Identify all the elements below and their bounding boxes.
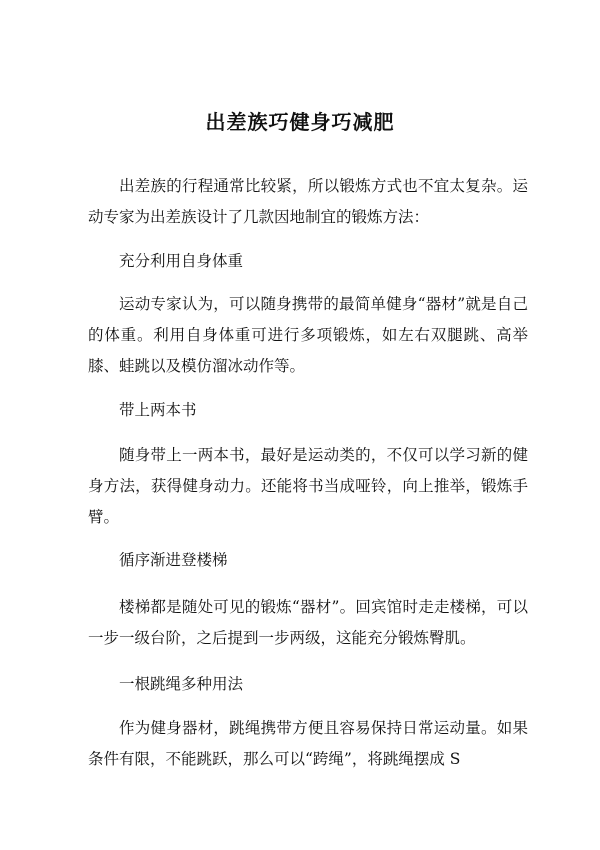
document-title: 出差族巧健身巧减肥 xyxy=(205,110,395,134)
section-heading-jump-rope: 一根跳绳多种用法 xyxy=(119,675,244,693)
section-paragraph-stairs: 楼梯都是随处可见的锻炼“器材”。回宾馆时走走楼梯，可以一步一级台阶，之后提到一步两级，这能充分锻炼臀肌。 xyxy=(88,598,528,647)
section-heading-books: 带上两本书 xyxy=(119,401,197,419)
section-paragraph-books: 随身带上一两本书，最好是运动类的，不仅可以学习新的健身方法，获得健身动力。还能将书当成哑铃，向上推举，锻炼手臂。 xyxy=(88,446,528,526)
intro-paragraph: 出差族的行程通常比较紧，所以锻炼方式也不宜太复杂。运动专家为出差族设计了几款因地制宜的锻炼方法： xyxy=(88,177,528,226)
section-paragraph-jump-rope: 作为健身器材，跳绳携带方便且容易保持日常运动量。如果条件有限，不能跳跃，那么可以“跨绳”，将跳绳摆成 S xyxy=(88,719,528,768)
section-heading-bodyweight: 充分利用自身体重 xyxy=(119,252,244,270)
section-heading-stairs: 循序渐进登楼梯 xyxy=(119,551,228,569)
section-paragraph-bodyweight: 运动专家认为，可以随身携带的最简单健身“器材”就是自己的体重。利用自身体重可进行多项锻炼，如左右双腿跳、高举膝、蛙跳以及模仿溜冰动作等。 xyxy=(88,295,528,375)
